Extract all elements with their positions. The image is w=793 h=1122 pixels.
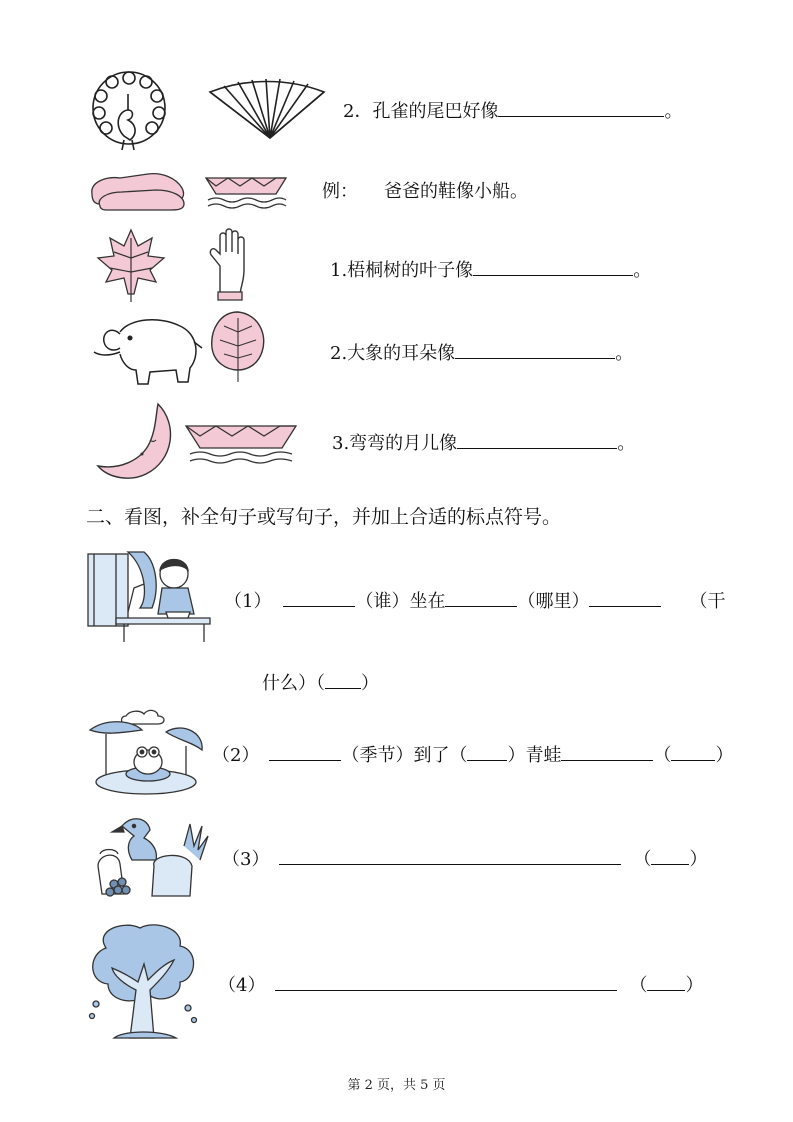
question-4-number: （4）: [218, 975, 266, 996]
do-blank[interactable]: [589, 588, 661, 607]
glove-illustration: [206, 226, 258, 302]
peacock-illustration: [84, 66, 174, 156]
punctuation-blank[interactable]: [325, 670, 361, 689]
end-punctuation-blank[interactable]: [671, 742, 715, 761]
question-3-line: [222, 846, 707, 872]
boat-illustration: [204, 174, 288, 210]
question-2-close: ）: [715, 745, 734, 766]
end-punctuation-blank[interactable]: [647, 972, 685, 991]
round-leaf-illustration: [208, 310, 268, 384]
question-1-line-2: [262, 670, 379, 696]
sentence-blank[interactable]: [275, 972, 617, 991]
paper-boat-illustration: [184, 420, 298, 466]
simile-item-3-label: 3.弯弯的月儿像: [332, 433, 458, 454]
section-2-title: 二、看图，补全句子或写句子，并加上合适的标点符号。: [86, 506, 562, 528]
question-1-line-1: [224, 588, 725, 614]
example-sentence: [322, 180, 528, 204]
question-4-close: ）: [685, 975, 704, 996]
question-2-open: （: [653, 745, 672, 766]
who-blank[interactable]: [283, 588, 355, 607]
shoe-illustration: [86, 166, 190, 212]
season-blank[interactable]: [269, 742, 341, 761]
question-2-season: （季节）到了（: [341, 745, 468, 766]
simile-item-1-label: 1.梧桐树的叶子像: [330, 260, 474, 281]
answer-blank[interactable]: [498, 98, 664, 117]
question-1-number: （1）: [224, 591, 272, 612]
question-2-line: [212, 742, 733, 768]
example-prefix: 例：: [322, 181, 358, 202]
simile-item-1-end: 。: [633, 260, 652, 281]
end-punctuation-blank[interactable]: [651, 846, 689, 865]
crescent-moon-illustration: [94, 400, 178, 482]
simile-item-2-end: 。: [615, 343, 634, 364]
question-2-number: （2）: [212, 745, 260, 766]
maple-leaf-illustration: [96, 228, 166, 304]
question-1-do-start: （干: [689, 591, 726, 612]
tree-illustration: [84, 920, 202, 1044]
simile-item-2: [330, 340, 633, 366]
question-2-frog: ）青蛙: [507, 745, 562, 766]
punctuation-blank[interactable]: [467, 742, 507, 761]
boy-at-desk-illustration: [86, 548, 216, 644]
simile-item-3-end: 。: [617, 433, 636, 454]
answer-blank[interactable]: [457, 430, 617, 449]
question-1-where: （哪里）: [517, 591, 590, 612]
simile-item-1: [330, 257, 651, 283]
simile-item-2-label: 2.大象的耳朵像: [330, 343, 456, 364]
question-1-who: （谁）坐在: [355, 591, 446, 612]
frog-pond-illustration: [86, 706, 210, 798]
answer-blank[interactable]: [473, 257, 633, 276]
answer-blank[interactable]: [455, 340, 615, 359]
question-1-close: ）: [361, 673, 379, 694]
peacock-simile-end: 。: [664, 101, 683, 122]
frog-action-blank[interactable]: [561, 742, 653, 761]
question-3-open: （: [633, 849, 652, 870]
page-footer: 第 2 页，共 5 页: [347, 1078, 446, 1093]
where-blank[interactable]: [445, 588, 517, 607]
elephant-illustration: [90, 312, 204, 386]
fan-illustration: [206, 78, 328, 142]
crow-pitcher-illustration: [92, 810, 214, 904]
sentence-blank[interactable]: [279, 846, 621, 865]
peacock-simile-label: 2．孔雀的尾巴好像: [343, 101, 499, 122]
question-4-line: [218, 972, 703, 998]
question-4-open: （: [629, 975, 648, 996]
example-text: 爸爸的鞋像小船。: [384, 181, 528, 202]
question-3-close: ）: [689, 849, 708, 870]
question-3-number: （3）: [222, 849, 270, 870]
peacock-simile: [343, 98, 682, 124]
question-1-do-end: 什么）（: [262, 673, 325, 694]
simile-item-3: [332, 430, 635, 456]
